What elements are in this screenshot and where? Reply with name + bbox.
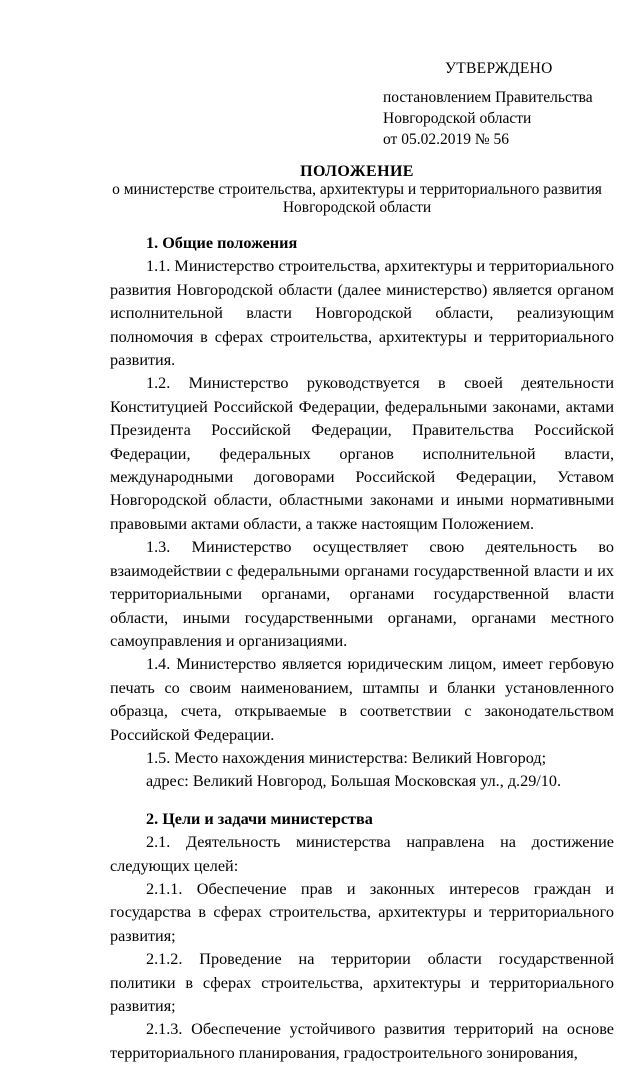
section-spacer [110, 794, 614, 808]
title-main: ПОЛОЖЕНИЕ [300, 163, 414, 180]
paragraph-1-4: 1.4. Министерство является юридическим лицом, имеет гербовую печать со своим наименованием, штампы и бланки установленного образца, счета, открываемые в соответствии с законодательством Российской Федерации. [110, 655, 614, 744]
paragraph-2-1: 2.1. Деятельность министерства направлена на достижение следующих целей: [110, 833, 614, 875]
approval-line-3: от 05.02.2019 № 56 [383, 131, 509, 148]
paragraph-2-1-1: 2.1.1. Обеспечение прав и законных интересов граждан и государства в сферах строительства, архитектуры и территориального развития; [110, 879, 614, 945]
title-subtitle: о министерстве строительства, архитектуры и территориального развития Новгородской области [112, 181, 602, 216]
section-1-heading: 1. Общие положения [146, 234, 298, 252]
paragraph-1-3: 1.3. Министерство осуществляет свою деятельность во взаимодействии с федеральными органами государственной власти и их территориальными органами, органами государственной власти области, иными государственными органами, органами местного самоуправления и организациями. [110, 538, 614, 650]
approval-line-1: постановлением Правительства [383, 89, 593, 106]
approval-heading: УТВЕРЖДЕНО [445, 60, 553, 77]
approval-stamp [383, 58, 593, 150]
approval-line-2: Новгородской области [383, 110, 532, 127]
paragraph-1-1: 1.1. Министерство строительства, архитектуры и территориального развития Новгородской области (далее министерство) является органом исполнительной власти Новгородской области, реализующим полномочия в сферах строительства, архитектуры и территориального развития. [110, 257, 614, 370]
document-body [110, 232, 614, 1065]
paragraph-1-2: 1.2. Министерство руководствуется в своей деятельности Конституцией Российской Федерации, федеральными законами, актами Президента Российской Федерации, Правительства Российской Федерации, федеральных органов исполнительной власти, международными договорами Российской Федерации, Уставом Новгородской области, областными законами и иными нормативными правовыми актами области, а также настоящим Положением. [110, 374, 614, 533]
paragraph-1-5: 1.5. Место нахождения министерства: Великий Новгород; [146, 748, 547, 767]
section-2-heading: 2. Цели и задачи министерства [146, 809, 373, 828]
paragraph-1-5-address: адрес: Великий Новгород, Большая Московская ул., д.29/10. [146, 772, 562, 791]
paragraph-2-1-3: 2.1.3. Обеспечение устойчивого развития территорий на основе территориального планирования, градостроительного зонирования, [110, 1020, 614, 1062]
document-title [100, 163, 614, 217]
paragraph-2-1-2: 2.1.2. Проведение на территории области государственной политики в сферах строительства, архитектуры и территориального развития; [110, 950, 614, 1015]
